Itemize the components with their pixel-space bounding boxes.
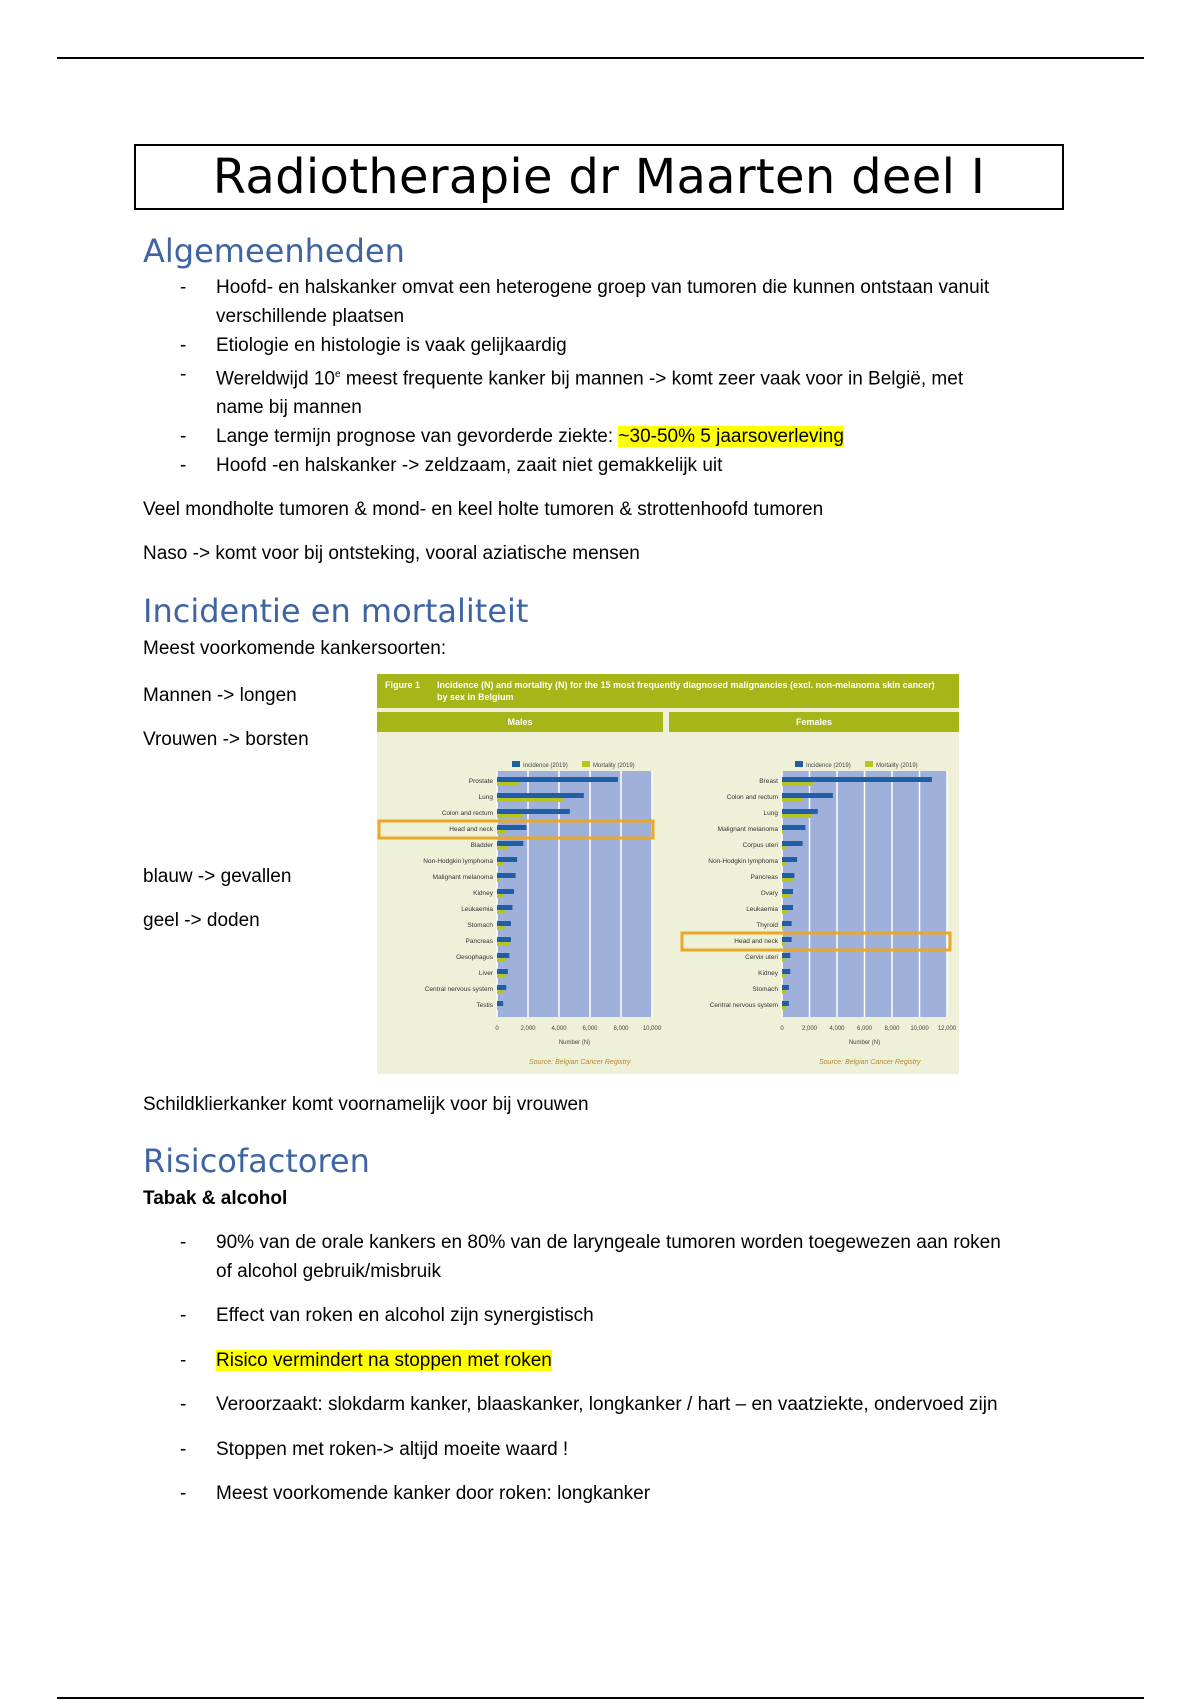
- males-category-label: Malignant melanoma: [432, 874, 493, 881]
- males-bar-incidence: [497, 953, 509, 958]
- paragraph: Meest voorkomende kankersoorten:: [143, 638, 447, 659]
- list-item: - Etiologie en histologie is vaak gelijkaardig: [180, 335, 567, 356]
- females-tick-label: 0: [780, 1026, 784, 1032]
- males-category-label: Testis: [476, 1002, 493, 1009]
- females-axis-label: Number (N): [848, 1040, 881, 1046]
- males-tick-label: 2,000: [520, 1026, 536, 1032]
- males-tick-label: 8,000: [613, 1026, 629, 1032]
- males-bar-mortality: [497, 782, 519, 786]
- females-category-label: Pancreas: [750, 874, 778, 881]
- females-bar-incidence: [782, 905, 793, 910]
- females-bar-incidence: [782, 841, 803, 846]
- source-note-males: Source: Belgian Cancer Registry: [529, 1059, 631, 1066]
- males-bar-mortality: [497, 878, 500, 882]
- females-category-label: Leukaemia: [746, 906, 778, 913]
- males-bar-incidence: [497, 857, 517, 862]
- females-tick-label: 12,000: [937, 1026, 957, 1032]
- females-legend-mortality: Mortality (2019): [876, 763, 918, 769]
- males-bar-mortality: [497, 958, 506, 962]
- males-bar-mortality: [497, 990, 503, 994]
- footer-rule: [57, 1697, 1144, 1699]
- males-category-label: Leukaemia: [461, 906, 493, 913]
- females-bar-incidence: [782, 969, 790, 974]
- list-item: - Wereldwijd 10e meest frequente kanker bij mannen -> komt zeer vaak voor in België, met name bij mannen: [180, 364, 964, 419]
- males-bar-incidence: [497, 889, 514, 894]
- males-category-label: Stomach: [467, 922, 493, 929]
- females-bar-incidence: [782, 825, 805, 830]
- males-bar-incidence: [497, 969, 508, 974]
- males-category-label: Oesophagus: [456, 954, 493, 961]
- females-bar-mortality: [782, 814, 812, 818]
- females-bar-incidence: [782, 985, 789, 990]
- females-category-label: Breast: [759, 778, 778, 785]
- highlighted-text: ~30-50% 5 jaarsoverleving: [618, 426, 844, 448]
- females-bar-mortality: [782, 830, 784, 834]
- list-item: - Veroorzaakt: slokdarm kanker, blaaskanker, longkanker / hart – en vaatziekte, ondervoed zijn: [180, 1394, 998, 1415]
- males-category-label: Non-Hodgkin lymphoma: [423, 858, 493, 865]
- list-item: - Hoofd -en halskanker -> zeldzaam, zaait niet gemakkelijk uit: [180, 455, 723, 477]
- females-tick-label: 6,000: [856, 1026, 873, 1032]
- list-item: - Effect van roken en alcohol zijn synergistisch: [180, 1305, 594, 1326]
- females-category-label: Corpus uteri: [742, 842, 778, 849]
- females-bar-mortality: [782, 878, 793, 882]
- males-tick-label: 10,000: [642, 1026, 662, 1032]
- figure-label: Figure 1: [385, 680, 421, 690]
- females-bar-incidence: [782, 777, 932, 782]
- list-item: - 90% van de orale kankers en 80% van de laryngeale tumoren worden toegewezen aan roken of alcohol gebruik/misbruik: [180, 1232, 1001, 1282]
- page-title: Radiotherapie dr Maarten deel I: [134, 144, 1064, 210]
- males-category-label: Colon and rectum: [441, 810, 493, 817]
- females-category-label: Thyroid: [756, 922, 778, 929]
- note-blauw: blauw -> gevallen: [143, 866, 292, 887]
- figure-caption: Incidence (N) and mortality (N) for the 15 most frequently diagnosed malignancies (excl. non-melanoma skin cancer) by sex in Belgium: [437, 680, 935, 702]
- males-bar-incidence: [497, 1001, 503, 1006]
- females-bar-mortality: [782, 782, 814, 786]
- females-bar-mortality: [782, 862, 786, 866]
- males-bar-incidence: [497, 825, 526, 830]
- females-tick-label: 2,000: [801, 1026, 818, 1032]
- header-rule: [57, 57, 1144, 59]
- females-bar-mortality: [782, 958, 785, 962]
- males-legend-swatch-mortality: [582, 761, 590, 767]
- females-bar-mortality: [782, 798, 803, 802]
- males-bar-mortality: [497, 910, 505, 914]
- males-category-label: Bladder: [470, 842, 493, 849]
- highlighted-text: Risico vermindert na stoppen met roken: [216, 1350, 552, 1371]
- males-bar-mortality: [497, 894, 503, 898]
- paragraph: Naso -> komt voor bij ontsteking, vooral aziatische mensen: [143, 543, 640, 564]
- females-bar-incidence: [782, 793, 833, 798]
- males-bar-mortality: [497, 814, 523, 818]
- subheading-tabak: Tabak & alcohol: [143, 1188, 288, 1209]
- females-tick-label: 4,000: [829, 1026, 845, 1032]
- paragraph: Schildklierkanker komt voornamelijk voor bij vrouwen: [143, 1094, 589, 1115]
- note-mannen: Mannen -> longen: [143, 685, 297, 706]
- males-bar-mortality: [497, 942, 509, 946]
- females-bar-mortality: [782, 1006, 786, 1010]
- females-bar-mortality: [782, 942, 785, 946]
- males-legend-mortality: Mortality (2019): [593, 763, 635, 769]
- risico-list: [180, 1228, 1080, 1508]
- females-legend-swatch-incidence: [795, 761, 803, 767]
- males-tick-label: 0: [495, 1026, 499, 1032]
- males-legend-swatch-incidence: [512, 761, 520, 767]
- males-category-label: Pancreas: [465, 938, 493, 945]
- females-bar-mortality: [782, 894, 790, 898]
- list-item: - Meest voorkomende kanker door roken: longkanker: [180, 1483, 651, 1504]
- females-category-label: Malignant melanoma: [717, 826, 778, 833]
- males-legend-incidence: Incidence (2019): [523, 763, 568, 769]
- males-bar-mortality: [497, 974, 506, 978]
- males-bar-incidence: [497, 809, 570, 814]
- females-bar-incidence: [782, 953, 790, 958]
- females-bar-incidence: [782, 1001, 789, 1006]
- males-panel-title: Males: [377, 712, 663, 732]
- females-bar-mortality: [782, 974, 785, 978]
- females-legend-swatch-mortality: [865, 761, 873, 767]
- females-bar-incidence: [782, 889, 793, 894]
- males-bar-mortality: [497, 830, 506, 834]
- males-category-label: Central nervous system: [424, 986, 493, 993]
- females-tick-label: 10,000: [910, 1026, 929, 1032]
- females-panel-title: Females: [669, 712, 959, 732]
- females-bar-incidence: [782, 921, 792, 926]
- males-bar-incidence: [497, 793, 584, 798]
- females-category-label: Central nervous system: [709, 1002, 778, 1009]
- males-bar-incidence: [497, 905, 513, 910]
- males-category-label: Liver: [478, 970, 493, 977]
- males-category-label: Head and neck: [449, 826, 493, 833]
- females-category-label: Kidney: [758, 970, 778, 977]
- males-category-label: Kidney: [473, 890, 493, 897]
- males-plot-area: [497, 771, 652, 1017]
- females-bar-incidence: [782, 809, 818, 814]
- females-bar-mortality: [782, 910, 788, 914]
- males-tick-label: 4,000: [551, 1026, 567, 1032]
- females-legend-incidence: Incidence (2019): [806, 763, 851, 769]
- males-bar-mortality: [497, 1006, 498, 1010]
- note-vrouwen: Vrouwen -> borsten: [143, 729, 309, 750]
- list-item: - Risico vermindert na stoppen met roken: [180, 1350, 552, 1371]
- males-bar-incidence: [497, 777, 618, 782]
- females-category-label: Cervix uteri: [745, 954, 778, 961]
- females-bar-mortality: [782, 990, 786, 994]
- females-bar-incidence: [782, 873, 794, 878]
- males-bar-incidence: [497, 841, 523, 846]
- males-category-label: Prostate: [468, 778, 493, 785]
- note-geel: geel -> doden: [143, 910, 260, 931]
- males-bar-incidence: [497, 921, 511, 926]
- males-bar-incidence: [497, 937, 511, 942]
- males-axis-label: Number (N): [558, 1040, 591, 1046]
- source-note-females: Source: Belgian Cancer Registry: [819, 1059, 921, 1066]
- females-bar-mortality: [782, 846, 786, 850]
- heading-algemeenheden: Algemeenheden: [143, 232, 405, 270]
- females-bar-incidence: [782, 937, 792, 942]
- heading-incidentie: Incidentie en mortaliteit: [143, 592, 529, 630]
- algemeenheden-list: [180, 273, 1080, 480]
- females-category-label: Colon and rectum: [726, 794, 778, 801]
- females-tick-label: 8,000: [884, 1026, 900, 1032]
- males-bar-mortality: [497, 798, 564, 802]
- males-bar-mortality: [497, 926, 505, 930]
- females-bar-incidence: [782, 857, 797, 862]
- males-tick-label: 6,000: [582, 1026, 598, 1032]
- list-item: - Hoofd- en halskanker omvat een heterogene groep van tumoren die kunnen ontstaan vanuit verschillende plaatsen: [180, 277, 990, 327]
- males-category-label: Lung: [478, 794, 493, 801]
- heading-risicofactoren: Risicofactoren: [143, 1142, 370, 1180]
- females-bar-mortality: [782, 926, 783, 930]
- females-category-label: Head and neck: [734, 938, 778, 945]
- paragraph: Veel mondholte tumoren & mond- en keel holte tumoren & strottenhoofd tumoren: [143, 499, 824, 520]
- males-bar-incidence: [497, 985, 506, 990]
- females-category-label: Non-Hodgkin lymphoma: [708, 858, 778, 865]
- females-category-label: Lung: [763, 810, 778, 817]
- incidence-figure: [377, 674, 959, 1074]
- males-bar-mortality: [497, 862, 503, 866]
- females-category-label: Stomach: [752, 986, 778, 993]
- females-category-label: Ovary: [760, 890, 778, 897]
- males-bar-mortality: [497, 846, 508, 850]
- males-bar-incidence: [497, 873, 516, 878]
- list-item: - Lange termijn prognose van gevorderde ziekte: ~30-50% 5 jaarsoverleving: [180, 426, 844, 448]
- chart-canvas: [377, 674, 959, 1074]
- list-item: - Stoppen met roken-> altijd moeite waard !: [180, 1439, 569, 1460]
